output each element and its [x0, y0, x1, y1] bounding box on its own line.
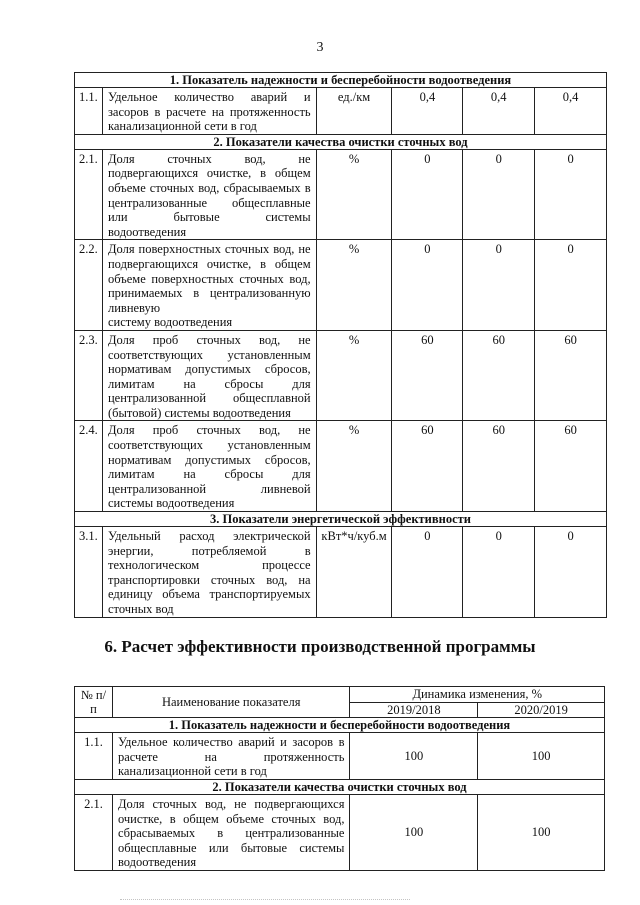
row-value: 0 — [463, 527, 535, 618]
header-col-2019: 2019/2018 — [350, 702, 478, 718]
row-value: 60 — [463, 330, 535, 421]
row-value: 0,4 — [535, 88, 607, 135]
row-value: 0 — [392, 527, 463, 618]
table-row — [75, 88, 607, 135]
row-value: 100 — [478, 794, 605, 870]
row-value: 60 — [535, 330, 607, 421]
row-value: 60 — [392, 330, 463, 421]
efficiency-table — [74, 686, 605, 871]
row-value: 0 — [535, 527, 607, 618]
row-value: 0,4 — [463, 88, 535, 135]
row-value: 100 — [350, 733, 478, 780]
scan-artifact-line — [120, 899, 410, 904]
page-number: 3 — [316, 40, 324, 55]
row-value: 0 — [463, 149, 535, 240]
table-row — [75, 527, 607, 618]
row-description: Доля сточных вод, не подвергающихся очистке, в общем объеме сточных вод, сбрасываемых в централизованные общесплавные или бытовые системы водоотведения — [102, 149, 316, 240]
row-number: 1.1. — [75, 88, 103, 135]
section-title: 1. Показатель надежности и бесперебойности водоотведения — [75, 73, 607, 88]
row-unit: % — [316, 421, 392, 512]
row-number: 2.2. — [75, 240, 103, 331]
row-value: 60 — [392, 421, 463, 512]
row-description: Удельный расход электрической энергии, потребляемой в технологическом процессе транспортировки сточных вод, на единицу объема транспортируемых сточных вод — [102, 527, 316, 618]
row-unit: ед./км — [316, 88, 392, 135]
row-value: 0,4 — [392, 88, 463, 135]
table-row — [75, 330, 607, 421]
row-value: 0 — [392, 240, 463, 331]
row-value: 0 — [392, 149, 463, 240]
row-description: Удельное количество аварий и засоров в расчете на протяженность канализационной сети в год — [102, 88, 316, 135]
row-unit: % — [316, 240, 392, 331]
table-row — [75, 149, 607, 240]
section-title: 2. Показатели качества очистки сточных вод — [75, 779, 605, 794]
header-col-2020: 2020/2019 — [478, 702, 605, 718]
header-dynamics: Динамика изменения, % — [350, 687, 605, 703]
row-number: 2.1. — [75, 794, 113, 870]
section-title: 3. Показатели энергетической эффективности — [75, 512, 607, 527]
row-unit: кВт*ч/куб.м — [316, 527, 392, 618]
table-row — [75, 794, 605, 870]
row-value: 0 — [535, 240, 607, 331]
row-number: 2.3. — [75, 330, 103, 421]
table-row — [75, 240, 607, 331]
section-title: 1. Показатель надежности и бесперебойности водоотведения — [75, 718, 605, 733]
row-value: 0 — [535, 149, 607, 240]
row-description: Доля сточных вод, не подвергающихся очистке, в общем объеме сточных вод, сбрасываемых в централизованные общесплавные или бытовые системы водоотведения — [112, 794, 350, 870]
section-heading: 6. Расчет эффективности производственной программы — [104, 637, 536, 656]
row-unit: % — [316, 330, 392, 421]
row-description: Удельное количество аварий и засоров в расчете на протяженность канализационной сети в год — [112, 733, 350, 780]
row-unit: % — [316, 149, 392, 240]
row-number: 3.1. — [75, 527, 103, 618]
row-value: 0 — [463, 240, 535, 331]
row-value: 100 — [478, 733, 605, 780]
header-number: № п/п — [75, 687, 113, 718]
table-row — [75, 733, 605, 780]
row-number: 2.4. — [75, 421, 103, 512]
table-row — [75, 421, 607, 512]
header-name: Наименование показателя — [112, 687, 350, 718]
row-number: 1.1. — [75, 733, 113, 780]
row-value: 60 — [535, 421, 607, 512]
row-description: Доля проб сточных вод, не соответствующих установленным нормативам допустимых сбросов, лимитам на сбросы для централизованной общесплавной (бытовой) системы водоотведения — [102, 330, 316, 421]
row-number: 2.1. — [75, 149, 103, 240]
row-value: 100 — [350, 794, 478, 870]
row-description: Доля проб сточных вод, не соответствующих установленным нормативам допустимых сбросов, лимитам на сбросы для централизованной ливневой системы водоотведения — [102, 421, 316, 512]
row-description: Доля поверхностных сточных вод, не подвергающихся очистке, в общем объеме поверхностных сточных вод, принимаемых в централизованную ливневую систему водоотведения — [102, 240, 316, 331]
section-title: 2. Показатели качества очистки сточных вод — [75, 134, 607, 149]
row-value: 60 — [463, 421, 535, 512]
indicators-table — [74, 72, 607, 618]
